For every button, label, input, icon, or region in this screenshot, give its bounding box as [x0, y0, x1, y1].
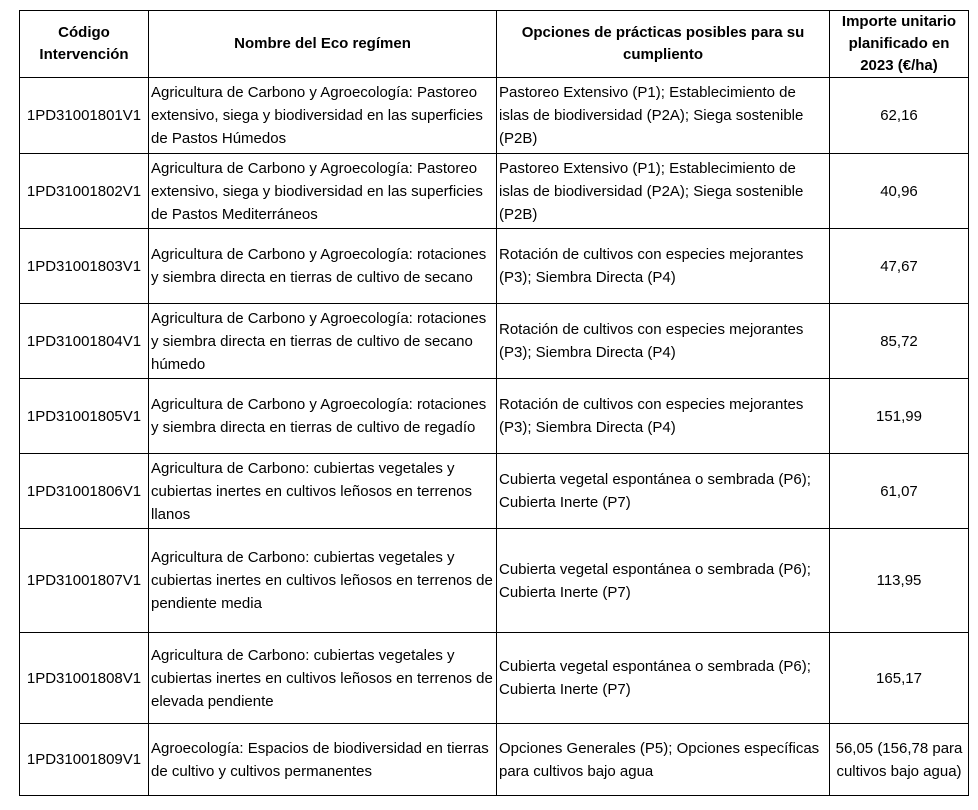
- cell-name: Agricultura de Carbono: cubiertas vegetales y cubiertas inertes en cultivos leñosos en terrenos de pendiente media: [149, 529, 497, 633]
- cell-code: 1PD31001802V1: [20, 154, 149, 229]
- table-row: [20, 724, 969, 796]
- header-options: Opciones de prácticas posibles para su cumpliento: [497, 11, 830, 78]
- cell-name: Agricultura de Carbono y Agroecología: rotaciones y siembra directa en tierras de cultivo de secano húmedo: [149, 304, 497, 379]
- cell-amount: 47,67: [830, 229, 969, 304]
- cell-options: Cubierta vegetal espontánea o sembrada (P6); Cubierta Inerte (P7): [497, 529, 830, 633]
- cell-code: 1PD31001803V1: [20, 229, 149, 304]
- header-row: [20, 11, 969, 78]
- cell-code: 1PD31001801V1: [20, 78, 149, 154]
- cell-name: Agricultura de Carbono: cubiertas vegetales y cubiertas inertes en cultivos leñosos en terrenos llanos: [149, 454, 497, 529]
- table-row: [20, 529, 969, 633]
- cell-amount: 113,95: [830, 529, 969, 633]
- header-amount: Importe unitario planificado en 2023 (€/ha): [830, 11, 969, 78]
- cell-name: Agricultura de Carbono y Agroecología: Pastoreo extensivo, siega y biodiversidad en las superficies de Pastos Húmedos: [149, 78, 497, 154]
- cell-name: Agricultura de Carbono: cubiertas vegetales y cubiertas inertes en cultivos leñosos en terrenos de elevada pendiente: [149, 633, 497, 724]
- cell-code: 1PD31001805V1: [20, 379, 149, 454]
- header-name: Nombre del Eco regímen: [149, 11, 497, 78]
- table-row: [20, 229, 969, 304]
- cell-options: Pastoreo Extensivo (P1); Establecimiento de islas de biodiversidad (P2A); Siega sostenible (P2B): [497, 154, 830, 229]
- cell-amount: 85,72: [830, 304, 969, 379]
- cell-options: Cubierta vegetal espontánea o sembrada (P6); Cubierta Inerte (P7): [497, 633, 830, 724]
- table-row: [20, 379, 969, 454]
- cell-options: Pastoreo Extensivo (P1); Establecimiento de islas de biodiversidad (P2A); Siega sostenible (P2B): [497, 78, 830, 154]
- cell-code: 1PD31001807V1: [20, 529, 149, 633]
- header-code: Código Intervención: [20, 11, 149, 78]
- eco-regimes-table: [19, 10, 969, 796]
- cell-code: 1PD31001804V1: [20, 304, 149, 379]
- cell-options: Rotación de cultivos con especies mejorantes (P3); Siembra Directa (P4): [497, 379, 830, 454]
- table-row: [20, 304, 969, 379]
- cell-options: Rotación de cultivos con especies mejorantes (P3); Siembra Directa (P4): [497, 304, 830, 379]
- cell-amount: 62,16: [830, 78, 969, 154]
- cell-options: Opciones Generales (P5); Opciones específicas para cultivos bajo agua: [497, 724, 830, 796]
- table-row: [20, 78, 969, 154]
- cell-code: 1PD31001809V1: [20, 724, 149, 796]
- cell-code: 1PD31001806V1: [20, 454, 149, 529]
- table-row: [20, 154, 969, 229]
- cell-amount: 165,17: [830, 633, 969, 724]
- cell-amount: 151,99: [830, 379, 969, 454]
- cell-amount: 56,05 (156,78 para cultivos bajo agua): [830, 724, 969, 796]
- cell-name: Agricultura de Carbono y Agroecología: rotaciones y siembra directa en tierras de cultivo de regadío: [149, 379, 497, 454]
- cell-amount: 40,96: [830, 154, 969, 229]
- cell-amount: 61,07: [830, 454, 969, 529]
- cell-name: Agricultura de Carbono y Agroecología: rotaciones y siembra directa en tierras de cultivo de secano: [149, 229, 497, 304]
- cell-options: Rotación de cultivos con especies mejorantes (P3); Siembra Directa (P4): [497, 229, 830, 304]
- table-row: [20, 454, 969, 529]
- table-row: [20, 633, 969, 724]
- cell-options: Cubierta vegetal espontánea o sembrada (P6); Cubierta Inerte (P7): [497, 454, 830, 529]
- cell-code: 1PD31001808V1: [20, 633, 149, 724]
- cell-name: Agricultura de Carbono y Agroecología: Pastoreo extensivo, siega y biodiversidad en las superficies de Pastos Mediterráneos: [149, 154, 497, 229]
- cell-name: Agroecología: Espacios de biodiversidad en tierras de cultivo y cultivos permanentes: [149, 724, 497, 796]
